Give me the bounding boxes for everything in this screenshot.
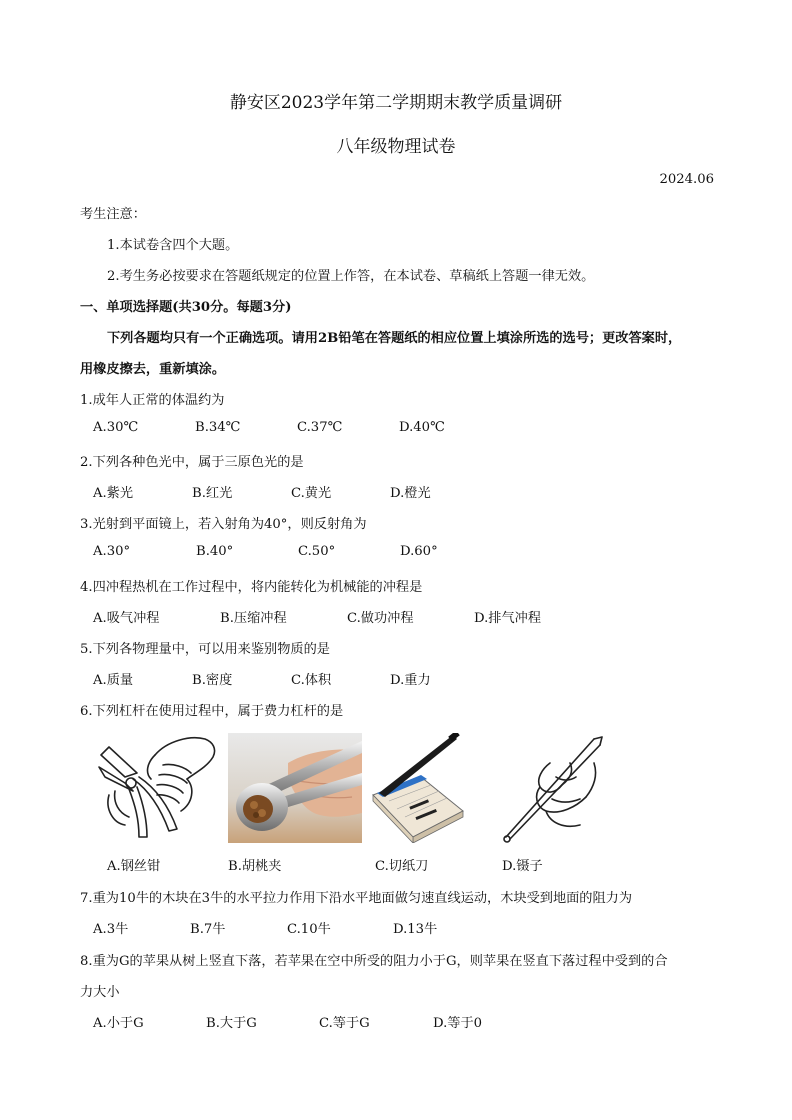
question-1-option-c: C.37℃ [297,420,343,435]
question-8-stem-line1: 8.重为G的苹果从树上竖直下落，若苹果在空中所受的阻力小于G，则苹果在竖直下落过程中受到的合 [80,954,668,969]
figure-nutcracker [228,733,362,843]
question-6-option-c: C.切纸刀 [375,859,429,874]
figure-paper-cutter [369,733,465,843]
figure-wire-pliers [95,733,220,843]
question-5-stem: 5.下列各物理量中，可以用来鉴别物质的是 [80,642,330,657]
question-7-option-d: D.13牛 [393,922,438,937]
question-3-option-c: C.50° [298,544,336,559]
exam-date: 2024.06 [659,172,714,187]
question-7-option-a: A.3牛 [93,922,129,937]
section-title: 一、单项选择题(共30分。每题3分) [80,300,292,315]
figure-tweezers [490,733,606,843]
exam-subtitle: 八年级物理试卷 [336,137,456,157]
question-1-option-d: D.40℃ [399,420,445,435]
section-instruction-line2: 用橡皮擦去，重新填涂。 [80,362,226,377]
notice-item-2: 2.考生务必按要求在答题纸规定的位置上作答，在本试卷、草稿纸上答题一律无效。 [107,269,595,284]
question-3-option-a: A.30° [93,544,131,559]
question-2-option-a: A.紫光 [93,486,134,501]
question-4-option-a: A.吸气冲程 [93,611,160,626]
section-instruction-line1: 下列各题均只有一个正确选项。请用2B铅笔在答题纸的相应位置上填涂所选的选号；更改答案时， [107,331,682,346]
question-2-option-d: D.橙光 [390,486,431,501]
question-1-stem: 1.成年人正常的体温约为 [80,393,225,408]
question-6-stem: 6.下列杠杆在使用过程中，属于费力杠杆的是 [80,704,344,719]
question-7-stem: 7.重为10牛的木块在3牛的水平拉力作用下沿水平地面做匀速直线运动，木块受到地面的阻力为 [80,891,633,906]
question-8-option-c: C.等于G [319,1016,370,1031]
question-8-stem-line2: 力大小 [80,985,120,1000]
question-4-option-d: D.排气冲程 [474,611,542,626]
question-8-option-a: A.小于G [93,1016,144,1031]
question-2-stem: 2.下列各种色光中，属于三原色光的是 [80,455,304,470]
question-4-option-c: C.做功冲程 [347,611,414,626]
question-6-option-a: A.钢丝钳 [107,859,161,874]
exam-title: 静安区2023学年第二学期期末教学质量调研 [229,93,563,113]
question-1-option-a: A.30℃ [93,420,139,435]
question-3-option-b: B.40° [196,544,234,559]
question-8-option-b: B.大于G [206,1016,257,1031]
question-6-option-b: B.胡桃夹 [228,859,282,874]
question-5-option-a: A.质量 [93,673,134,688]
question-2-option-c: C.黄光 [291,486,332,501]
question-4-stem: 4.四冲程热机在工作过程中，将内能转化为机械能的冲程是 [80,580,423,595]
notice-heading: 考生注意： [80,207,146,222]
question-5-option-b: B.密度 [192,673,233,688]
question-4-option-b: B.压缩冲程 [220,611,287,626]
question-3-option-d: D.60° [400,544,438,559]
question-8-option-d: D.等于0 [433,1016,483,1031]
question-2-option-b: B.红光 [192,486,233,501]
question-6-option-d: D.镊子 [502,859,543,874]
notice-item-1: 1.本试卷含四个大题。 [107,238,239,253]
question-1-option-b: B.34℃ [195,420,241,435]
question-3-stem: 3.光射到平面镜上，若入射角为40°，则反射角为 [80,517,367,532]
question-7-option-b: B.7牛 [190,922,226,937]
question-5-option-c: C.体积 [291,673,332,688]
question-7-option-c: C.10牛 [287,922,331,937]
question-5-option-d: D.重力 [390,673,431,688]
